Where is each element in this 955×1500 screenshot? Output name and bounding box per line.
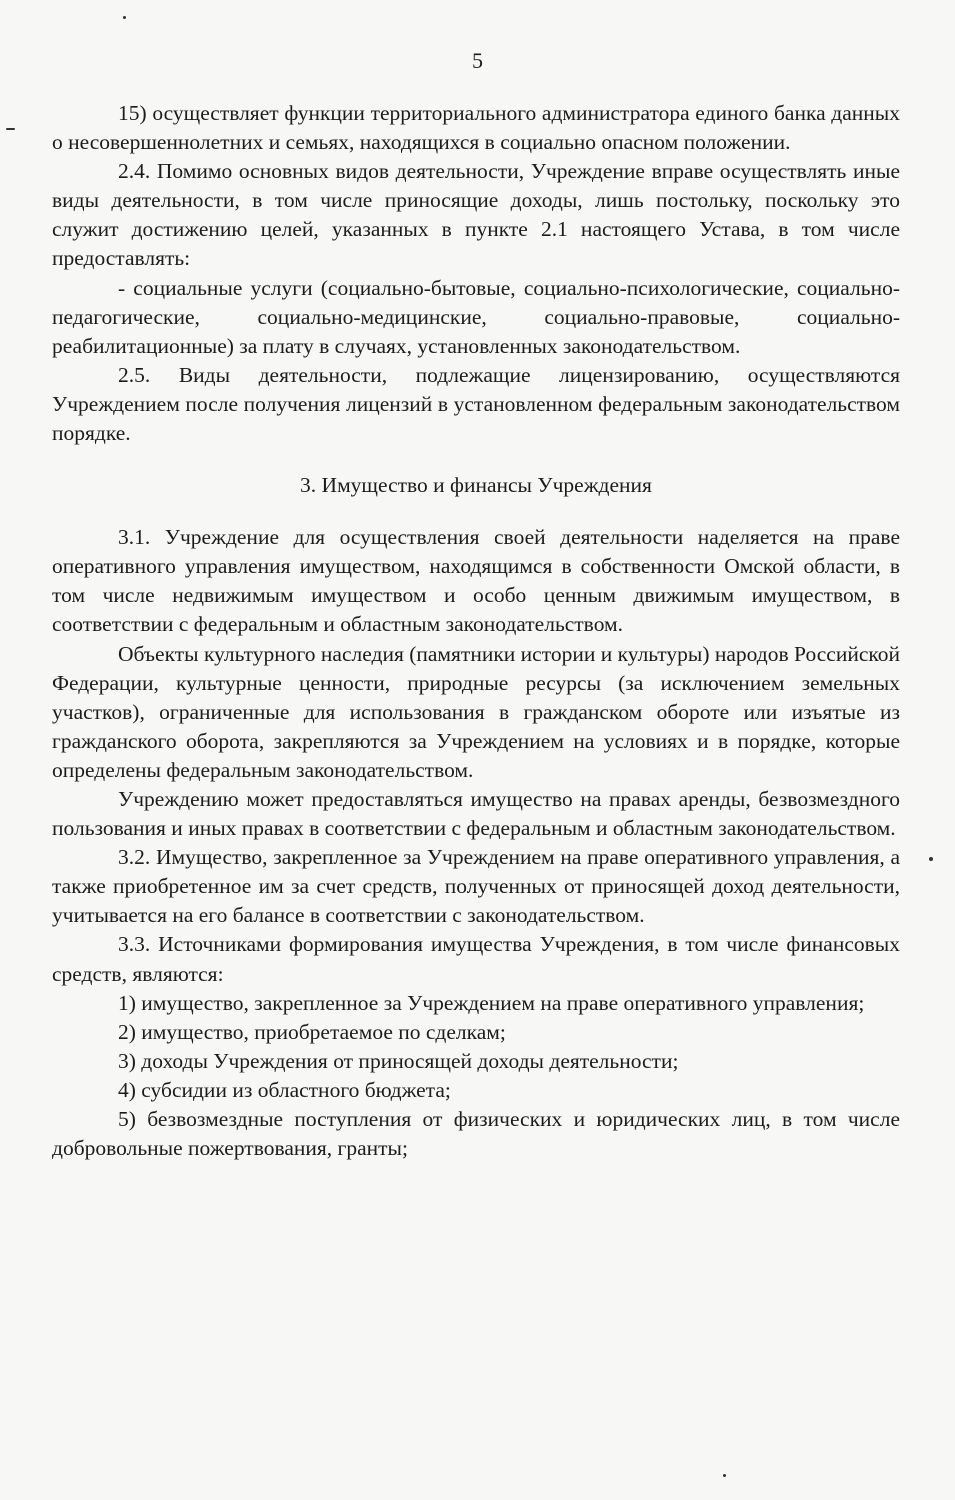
scan-speck: [929, 857, 933, 861]
list-item: 2) имущество, приобретаемое по сделкам;: [118, 1019, 506, 1044]
paragraph-2-4: 2.4. Помимо основных видов деятельности, Учреждение вправе осуществлять иные виды деятельности, в том числе приносящие доходы, лишь постольку, поскольку это служит достижению целей, указанных в пункте 2.1 настоящего Устава, в том числе предоставлять:: [52, 159, 900, 271]
paragraph-3-1: 3.1. Учреждение для осуществления своей деятельности наделяется на праве оперативного управления имуществом, находящимся в собственности Омской области, в том числе недвижимым имуществом и особо ценным движимым имуществом, в соответствии с федеральным и областным законодательством.: [52, 525, 900, 637]
scan-speck: [123, 16, 126, 19]
list-item: 4) субсидии из областного бюджета;: [118, 1077, 451, 1102]
paragraph-3-1-lease: Учреждению может предоставляться имущество на правах аренды, безвозмездного пользования и иных правах в соответствии с федеральным и областным законодательством.: [52, 786, 900, 841]
paragraph-3-3: 3.3. Источниками формирования имущества Учреждения, в том числе финансовых средств, являются:: [52, 932, 900, 986]
section-heading: 3. Имущество и финансы Учреждения: [300, 473, 652, 498]
paragraph-3-1-cultural: Объекты культурного наследия (памятники истории и культуры) народов Российской Федерации, культурные ценности, природные ресурсы (за исключением земельных участков), ограниченные для использования в гражданском обороте или изъятые из гражданского оборота, закрепляются за Учреждением на условиях и в порядке, которые определены федеральным законодательством.: [52, 641, 900, 782]
paragraph-2-5: 2.5. Виды деятельности, подлежащие лицензированию, осуществляются Учреждением после получения лицензий в установленном федеральным законодательством порядке.: [52, 362, 900, 446]
paragraph-2-3-15: 15) осуществляет функции территориального администратора единого банка данных о несовершеннолетних и семьях, находящихся в социально опасном положении.: [52, 101, 900, 155]
list-item: 3) доходы Учреждения от приносящей доходы деятельности;: [118, 1048, 679, 1073]
paragraph-3-2: 3.2. Имущество, закрепленное за Учреждением на праве оперативного управления, а также приобретенное им за счет средств, полученных от приносящей доход деятельности, учитывается на его балансе в соответствии с законодательством.: [52, 845, 900, 928]
list-item: 1) имущество, закрепленное за Учреждением на праве оперативного управления;: [118, 990, 865, 1015]
document-body: [52, 99, 900, 1163]
page-number: 5: [472, 48, 483, 73]
paragraph-2-4-services: - социальные услуги (социально-бытовые, социально-психологические, социально-педагогические, социально-медицинские, социально-правовые, социально-реабилитационные) за плату в случаях, установленных законодательством.: [52, 275, 900, 358]
scan-speck: [723, 1474, 726, 1477]
list-item: 5) безвозмездные поступления от физических и юридических лиц, в том числе добровольные пожертвования, гранты;: [52, 1107, 900, 1161]
scan-speck: [6, 128, 15, 130]
